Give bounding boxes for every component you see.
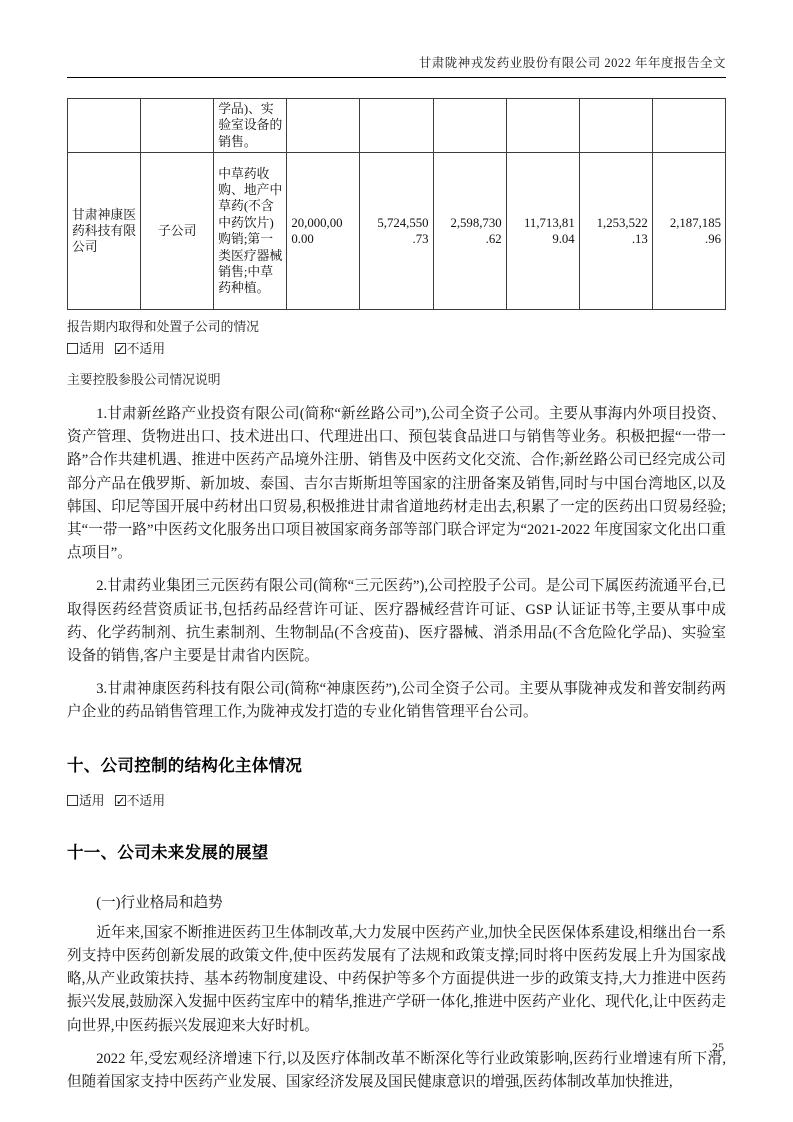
subsidiary-type-cell: 子公司 (141, 153, 214, 310)
empty-cell (506, 99, 579, 153)
not-applicable-label: 不适用 (126, 342, 165, 357)
applicability-line-subsidiaries (67, 341, 726, 358)
empty-cell (360, 99, 433, 153)
section-10-heading: 十、公司控制的结构化主体情况 (67, 756, 303, 775)
business-scope-continued-cell: 学品)、实验室设备的销售。 (214, 99, 287, 153)
not-applicable-label: 不适用 (126, 793, 165, 808)
net-profit-line1: 2,187,185 (669, 215, 721, 230)
net-profit-cell (652, 153, 725, 310)
paragraph-subsidiary-1: 1.甘肃新丝路产业投资有限公司(简称“新丝路公司”),公司全资子公司。主要从事海内外项目投资、资产管理、货物进出口、技术进出口、代理进出口、预包装食品进口与销售等业务。积极把握“一带一路”合作共建机遇、推进中医药产品境外注册、销售及中医药文化交流、合作;新丝路公司已经完成公司部分产品在俄罗斯、新加坡、泰国、吉尔吉斯斯坦等国家的注册备案及销售,同时与中国台湾地区,以及韩国、印尼等国开展中药材出口贸易,积极推进甘肃省道地药材走出去,积累了一定的医药出口贸易经验;其“一带一路”中医药文化服务出口项目被国家商务部等部门联合评定为“2021-2022 年度国家文化出口重点项目”。 (67, 405, 726, 562)
net-assets-line2: .62 (485, 232, 502, 247)
applicable-option (67, 794, 105, 808)
registered-capital-line1: 20,000,00 (291, 215, 343, 230)
checkbox-checked-icon (115, 343, 126, 354)
empty-cell (287, 99, 360, 153)
paragraph-subsidiary-3: 3.甘肃神康医药科技有限公司(简称“神康医药”),公司全资子公司。主要从事陇神戎发和普安制药两户企业的药品销售管理工作,为陇神戎发打造的专业化销售管理平台公司。 (67, 681, 726, 721)
empty-cell (433, 99, 506, 153)
net-assets-cell (433, 153, 506, 310)
net-profit-line2: .96 (705, 232, 721, 247)
operating-profit-cell (579, 153, 652, 310)
revenue-line2: 9.04 (552, 232, 575, 247)
paragraph-industry-1: 近年来,国家不断推进医药卫生体制改革,大力发展中医药产业,加快全民医保体系建设,相继出台一系列支持中医药创新发展的政策文件,使中医药发展有了法规和政策支撑;同时将中医药发展上升为国家战略,从产业政策扶持、基本药物制度建设、中药保护等多个方面提供进一步的政策支持,大力推进中医药振兴发展,鼓励深入发掘中医药宝库中的精华,推进产学研一体化,推进中医药产业化、现代化,让中医药走向世界,中医药振兴发展迎来大好时机。 (67, 924, 726, 1034)
registered-capital-line2: 0.00 (291, 232, 314, 247)
empty-cell (579, 99, 652, 153)
subsection-industry-trends-heading: (一)行业格局和趋势 (96, 894, 223, 911)
operating-profit-line2: .13 (631, 232, 648, 247)
subsidiaries-table (67, 98, 726, 310)
table-row-subsidiary (68, 153, 726, 310)
registered-capital-cell (287, 153, 360, 310)
subsidiary-name-cell: 甘肃神康医药科技有限公司 (68, 153, 141, 310)
applicable-label: 适用 (79, 342, 105, 357)
empty-cell (652, 99, 725, 153)
total-assets-line2: .73 (412, 232, 429, 247)
checkbox-unchecked-icon (67, 795, 78, 806)
revenue-cell (506, 153, 579, 310)
total-assets-cell (360, 153, 433, 310)
empty-cell (68, 99, 141, 153)
page-number: 25 (712, 1040, 724, 1054)
note-acquisition-disposal: 报告期内取得和处置子公司的情况 (67, 320, 259, 335)
checkbox-checked-icon (115, 795, 126, 806)
applicability-line-structured-entities (67, 793, 726, 810)
paragraph-industry-2: 2022 年,受宏观经济增速下行,以及医疗体制改革不断深化等行业政策影响,医药行业增速有所下滑,但随着国家支持中医药产业发展、国家经济发展及国民健康意识的增强,医药体制改革加快推进, (67, 1050, 726, 1091)
note-holding-companies: 主要控股参股公司情况说明 (67, 372, 221, 387)
net-assets-line1: 2,598,730 (450, 215, 502, 230)
business-scope-cell: 中草药收购、地产中草药(不含中药饮片)购销;第一类医疗器械销售;中草药种植。 (214, 153, 287, 310)
operating-profit-line1: 1,253,522 (596, 215, 648, 230)
checkbox-unchecked-icon (67, 343, 78, 354)
total-assets-line1: 5,724,550 (377, 215, 429, 230)
applicable-label: 适用 (79, 793, 105, 808)
report-header-title: 甘肃陇神戎发药业股份有限公司 2022 年年度报告全文 (67, 53, 726, 78)
revenue-line1: 11,713,81 (524, 215, 575, 230)
not-applicable-option (115, 794, 165, 808)
empty-cell (141, 99, 214, 153)
paragraph-subsidiary-2: 2.甘肃药业集团三元医药有限公司(简称“三元医药”),公司控股子公司。是公司下属医药流通平台,已取得医药经营资质证书,包括药品经营许可证、医疗器械经营许可证、GSP 认证证书等,主要从事中成药、化学药制剂、抗生素制剂、生物制品(不含疫苗)、医疗器械、消杀用品(不含危险化学品)、实验室设备的销售,客户主要是甘肃省内医院。 (67, 578, 726, 664)
not-applicable-option (115, 342, 165, 356)
section-11-heading: 十一、公司未来发展的展望 (67, 843, 269, 862)
table-row-carryover (68, 99, 726, 153)
applicable-option (67, 342, 105, 356)
